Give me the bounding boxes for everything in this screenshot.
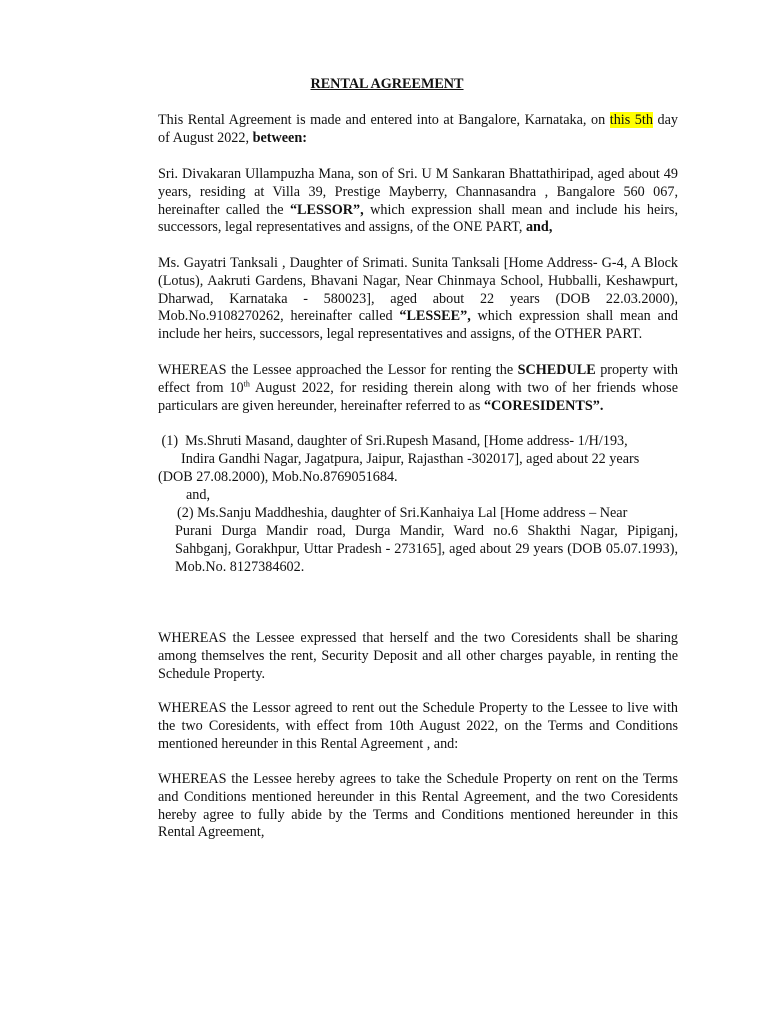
coresident-1-line-2: Indira Gandhi Nagar, Jagatpura, Jaipur, Rajasthan -302017], aged about 22 years <box>181 451 640 467</box>
coresident-2-rest: Purani Durga Mandir road, Durga Mandir, Ward no.6 Shakthi Nagar, Pipiganj, Sahbganj, Gorakhpur, Uttar Pradesh - 273165], aged about 29 years (DOB 05.07.1993), Mob.No. 8127384602. <box>175 523 678 575</box>
intro-between: between: <box>252 129 307 146</box>
document-title: RENTAL AGREEMENT <box>310 76 464 92</box>
ordinal-superscript: th <box>243 379 250 389</box>
whereas-approach-paragraph <box>158 362 678 415</box>
whereas-lessee-agrees-paragraph: WHEREAS the Lessee hereby agrees to take the Schedule Property on rent on the Terms and Conditions mentioned hereunder in this Rental Agreement, and the two Coresidents hereby agree to fully abide by the Terms and Conditions mentioned hereunder in this Rental Agreement, <box>158 771 678 841</box>
lessee-paragraph <box>158 255 678 344</box>
whereas-1-text-c: August 2022, for residing therein along with two of her friends whose particulars are given hereunder, hereinafter referred to as <box>158 379 678 414</box>
coresident-2-line-1: (2) Ms.Sanju Maddheshia, daughter of Sri.Kanhaiya Lal [Home address – Near <box>177 505 628 521</box>
whereas-1-text-b: property with effect from 10 <box>158 362 678 396</box>
lessor-text-b: which expression shall mean and include his heirs, successors, legal representatives and assigns, of the ONE PART, <box>158 201 678 236</box>
whereas-1-text-a: WHEREAS the Lessee approached the Lessor for renting the <box>158 362 518 378</box>
intro-text-b: day of August 2022, <box>158 112 678 146</box>
lessor-paragraph <box>158 166 678 237</box>
lessor-and: and, <box>525 219 553 236</box>
coresidents-label: “CORESIDENTS”. <box>483 397 604 414</box>
lessor-text-a: Sri. Divakaran Ullampuzha Mana, son of Sri. U M Sankaran Bhattathiripad, aged about 49 years, residing at Villa 39, Prestige Mayberry, Channasandra , Bangalore 560 067, hereinafter called the <box>158 166 678 218</box>
coresident-1-line-1: (1) Ms.Shruti Masand, daughter of Sri.Rupesh Masand, [Home address- 1/H/193, <box>158 433 628 449</box>
and-connector: and, <box>186 487 211 503</box>
intro-paragraph <box>158 112 678 148</box>
schedule-bold: SCHEDULE <box>517 362 596 378</box>
coresident-1-line-3: (DOB 27.08.2000), Mob.No.8769051684. <box>158 469 398 485</box>
lessee-text-a: Ms. Gayatri Tanksali , Daughter of Srimati. Sunita Tanksali [Home Address- G-4, A Block (Lotus), Aakruti Gardens, Bhavani Nagar, Near Chinmaya School, Hubballi, Keshawpurt, Dharwad, Karnataka - 580023], aged about 22 years (DOB 22.03.2000), Mob.No.9108270262, hereinafter called <box>158 255 678 325</box>
lessee-label: “LESSEE”, <box>399 308 471 325</box>
whereas-lessor-agreed-paragraph: WHEREAS the Lessor agreed to rent out the Schedule Property to the Lessee to live with the two Coresidents, with effect from 10th August 2022, on the Terms and Conditions mentioned hereunder in this Rental Agreement , and: <box>158 700 678 752</box>
whereas-sharing-paragraph: WHEREAS the Lessee expressed that herself and the two Coresidents shall be sharing among themselves the rent, Security Deposit and all other charges payable, in renting the Schedule Property. <box>158 630 678 682</box>
date-highlight: this 5th <box>609 112 653 128</box>
lessee-text-b: which expression shall mean and include her heirs, successors, legal representatives and assigns, of the OTHER PART. <box>158 308 678 343</box>
lessor-label: “LESSOR”, <box>289 201 364 218</box>
intro-text-a: This Rental Agreement is made and entered into at Bangalore, Karnataka, on <box>158 112 610 128</box>
